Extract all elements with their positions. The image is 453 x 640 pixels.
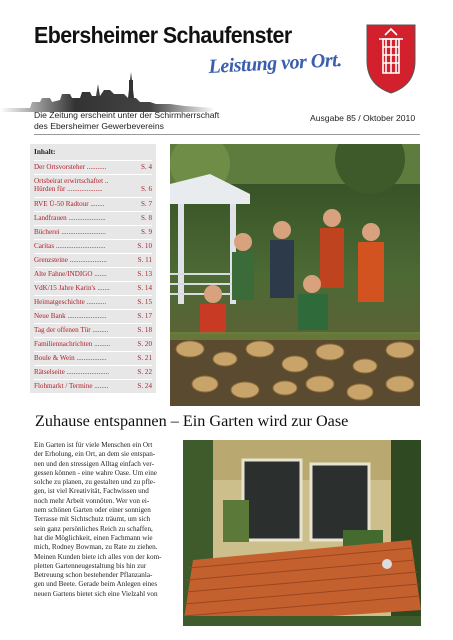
article-line: nem schönen Garten oder einer sonnigen <box>34 506 151 515</box>
subtitle-line-2: des Ebersheimer Gewerbevereins <box>34 121 164 131</box>
subtitle <box>34 110 314 132</box>
subtitle-line-1: Die Zeitung erscheint unter der Schirmherrschaft <box>34 110 220 120</box>
article-body <box>34 441 176 599</box>
toc-item[interactable]: Ortsbeirat erwirtschaftet .. <box>34 174 152 186</box>
cover-photo-volunteers <box>170 144 420 406</box>
toc-item[interactable]: Boule & Wein ................. S. 21 <box>34 351 152 363</box>
article-line: noch mehr Arbeit vonnöten. Wer von ei- <box>34 496 150 505</box>
article-line: neuen Gartens bietet sich eine Vielzahl von <box>34 589 158 598</box>
toc-item[interactable]: Heimatgeschichte ........... S. 15 <box>34 295 152 307</box>
coat-of-arms-icon <box>361 17 421 97</box>
article-line: gessen können - eine wahre Oase. Um eine <box>34 468 157 477</box>
article-line: Terrasse mit Sichtschutz träumt, um sich <box>34 515 151 524</box>
article-line: hat die Möglichkeit, einen Fachmann wie <box>34 533 153 542</box>
toc-heading: Inhalt: <box>34 147 56 156</box>
article-line: Meinen Kunden biete ich alles von der kom- <box>34 552 162 561</box>
article-line: mich, Rodney Bowman, zu Rate zu ziehen. <box>34 543 158 552</box>
toc-item[interactable]: Grenzsteine ..................... S. 11 <box>34 253 152 265</box>
article-line: der Erholung, ein Ort, an dem sie entspan- <box>34 450 156 459</box>
article-line: solche zu planen, zu gestalten und zu pfle- <box>34 478 156 487</box>
article-line: Ein Garten ist für viele Menschen ein Ort <box>34 441 153 449</box>
toc-item[interactable]: Flohmarkt / Termine ........ S. 24 <box>34 379 152 391</box>
newspaper-title: Ebersheimer Schaufenster <box>34 22 292 48</box>
toc-item[interactable]: Tag der offenen Tür ......... S. 18 <box>34 323 152 335</box>
article-line: pletten Gartenneugestaltung bis hin zur <box>34 561 147 570</box>
toc-item[interactable]: VdK/15 Jahre Karin's ....... S. 14 <box>34 281 152 293</box>
article-line: sein ganz persönliches Reich zu schaffen, <box>34 524 153 533</box>
article-line: gen, ist viel Kreativität, Fachwissen und <box>34 487 149 496</box>
article-line: Betreuung schon bestehender Pflanzanla- <box>34 571 153 580</box>
toc-item[interactable]: Bücherei ......................... S. 9 <box>34 225 152 237</box>
toc-item[interactable]: Der Ortsvorsteher ........... S. 4 <box>34 160 152 172</box>
toc-item[interactable]: Hürden für .................... S. 6 <box>34 185 152 193</box>
toc-item[interactable]: Caritas ............................ S. 10 <box>34 239 152 251</box>
toc-item[interactable]: Landfrauen ..................... S. 8 <box>34 211 152 223</box>
toc-item[interactable]: Neue Bank ...................... S. 17 <box>34 309 152 321</box>
toc-item[interactable]: Alte Fahne/INDIGO ....... S. 13 <box>34 267 152 279</box>
article-line: gen und Beete. Gerade beim Anlegen eines <box>34 580 158 589</box>
header-divider <box>34 134 420 135</box>
toc-item[interactable]: RVE Ü-50 Radtour ........ S. 7 <box>34 197 152 209</box>
slogan: Leistung vor Ort. <box>208 49 343 78</box>
toc-item[interactable]: Rätselseite ........................ S. 22 <box>34 365 152 377</box>
village-skyline-illustration <box>0 64 215 112</box>
issue-number: Ausgabe 85 / Oktober 2010 <box>310 113 416 123</box>
article-line: nen und den stressigen Alltag einfach ver- <box>34 459 155 468</box>
garden-terrace-photo <box>183 440 421 626</box>
table-of-contents <box>30 144 156 393</box>
article-headline: Zuhause entspannen – Ein Garten wird zur Oase <box>35 412 349 430</box>
toc-item[interactable]: Familiennachrichten ......... S. 20 <box>34 337 152 349</box>
